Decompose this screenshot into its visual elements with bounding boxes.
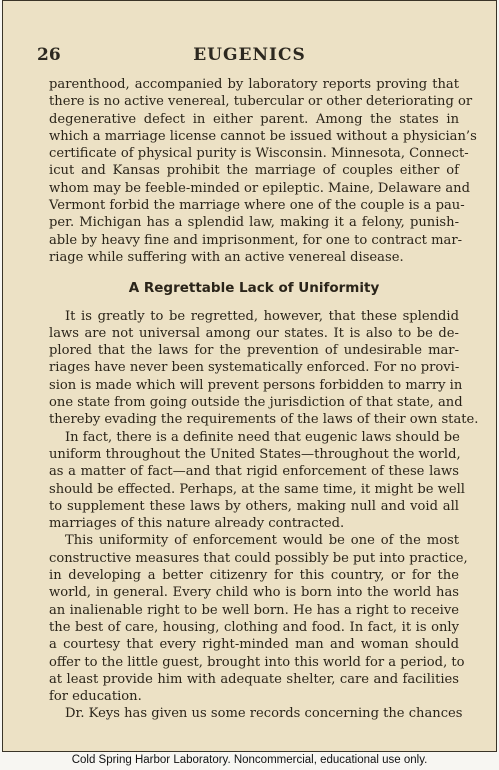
text-line: which a marriage license cannot be issued without a physician’s: [49, 128, 477, 144]
text-line: a courtesy that every right-minded man and woman should: [49, 637, 459, 653]
text-line: laws are not universal among our states. It is also to be de-: [49, 325, 459, 341]
text-line: Vermont forbid the marriage where one of the couple is a pau-: [49, 198, 465, 214]
running-head: [3, 45, 496, 71]
archive-footer: Cold Spring Harbor Laboratory. Noncommercial, educational use only.: [71, 754, 428, 766]
text-line: It is greatly to be regretted, however, that these splendid: [65, 308, 459, 324]
text-line: In fact, there is a definite need that eugenic laws should be: [65, 429, 460, 445]
section-heading: A Regrettable Lack of Uniformity: [128, 280, 380, 297]
paragraph-4: [49, 532, 468, 705]
text-line: an inalienable right to be well born. He has a right to receive: [49, 602, 459, 618]
paragraph-5: [49, 705, 463, 722]
text-line: at least provide him with adequate shelter, care and facilities: [49, 671, 459, 687]
page-number: 26: [37, 45, 61, 65]
text-line: world, in general. Every child who is born into the world has: [49, 585, 459, 601]
text-line: as a matter of fact—and that rigid enforcement of these laws: [49, 464, 459, 480]
text-line: there is no active venereal, tubercular or other deteriorating or: [49, 94, 473, 110]
scanned-page: [2, 0, 497, 752]
paragraph-3: [49, 429, 465, 533]
body-text: [49, 76, 479, 723]
text-line: certificate of physical purity is Wisconsin. Minnesota, Connect-: [49, 146, 469, 162]
text-line: marriages of this nature already contracted.: [49, 516, 345, 532]
text-line: offer to the little guest, brought into this world for a period, to: [49, 654, 465, 670]
text-line: icut and Kansas prohibit the marriage of couples either of: [49, 163, 459, 179]
text-line: sion is made which will prevent persons forbidden to marry in: [49, 377, 463, 393]
text-line: Dr. Keys has given us some records concerning the chances: [65, 706, 463, 722]
text-line: should be effected. Perhaps, at the same time, it might be well: [49, 481, 465, 497]
text-line: riage while suffering with an active venereal disease.: [49, 249, 404, 265]
text-line: the best of care, housing, clothing and food. In fact, it is only: [49, 619, 459, 635]
text-line: uniform throughout the United States—throughout the world,: [49, 446, 461, 462]
text-line: riages have never been systematically enforced. For no provi-: [49, 360, 460, 376]
text-line: to supplement these laws by others, making null and void all: [49, 498, 459, 514]
paragraph-1: [49, 76, 477, 266]
paragraph-2: [49, 308, 479, 429]
running-title: EUGENICS: [193, 45, 306, 65]
text-line: thereby evading the requirements of the laws of their own state.: [49, 412, 479, 428]
text-line: in developing a better citizenry for this country, or for the: [49, 568, 459, 584]
text-line: able by heavy fine and imprisonment, for one to contract mar-: [49, 232, 463, 248]
text-line: constructive measures that could possibly be put into practice,: [49, 550, 468, 566]
text-line: parenthood, accompanied by laboratory reports proving that: [49, 77, 459, 92]
text-line: whom may be feeble-minded or epileptic. Maine, Delaware and: [49, 180, 470, 196]
text-line: This uniformity of enforcement would be one of the most: [65, 533, 459, 549]
text-line: one state from going outside the jurisdiction of that state, and: [49, 395, 463, 411]
text-line: per. Michigan has a splendid law, making it a felony, punish-: [49, 215, 459, 231]
text-line: for education.: [49, 689, 142, 705]
text-line: degenerative defect in either parent. Among the states in: [49, 111, 459, 127]
text-line: plored that the laws for the prevention of undesirable mar-: [49, 343, 459, 359]
